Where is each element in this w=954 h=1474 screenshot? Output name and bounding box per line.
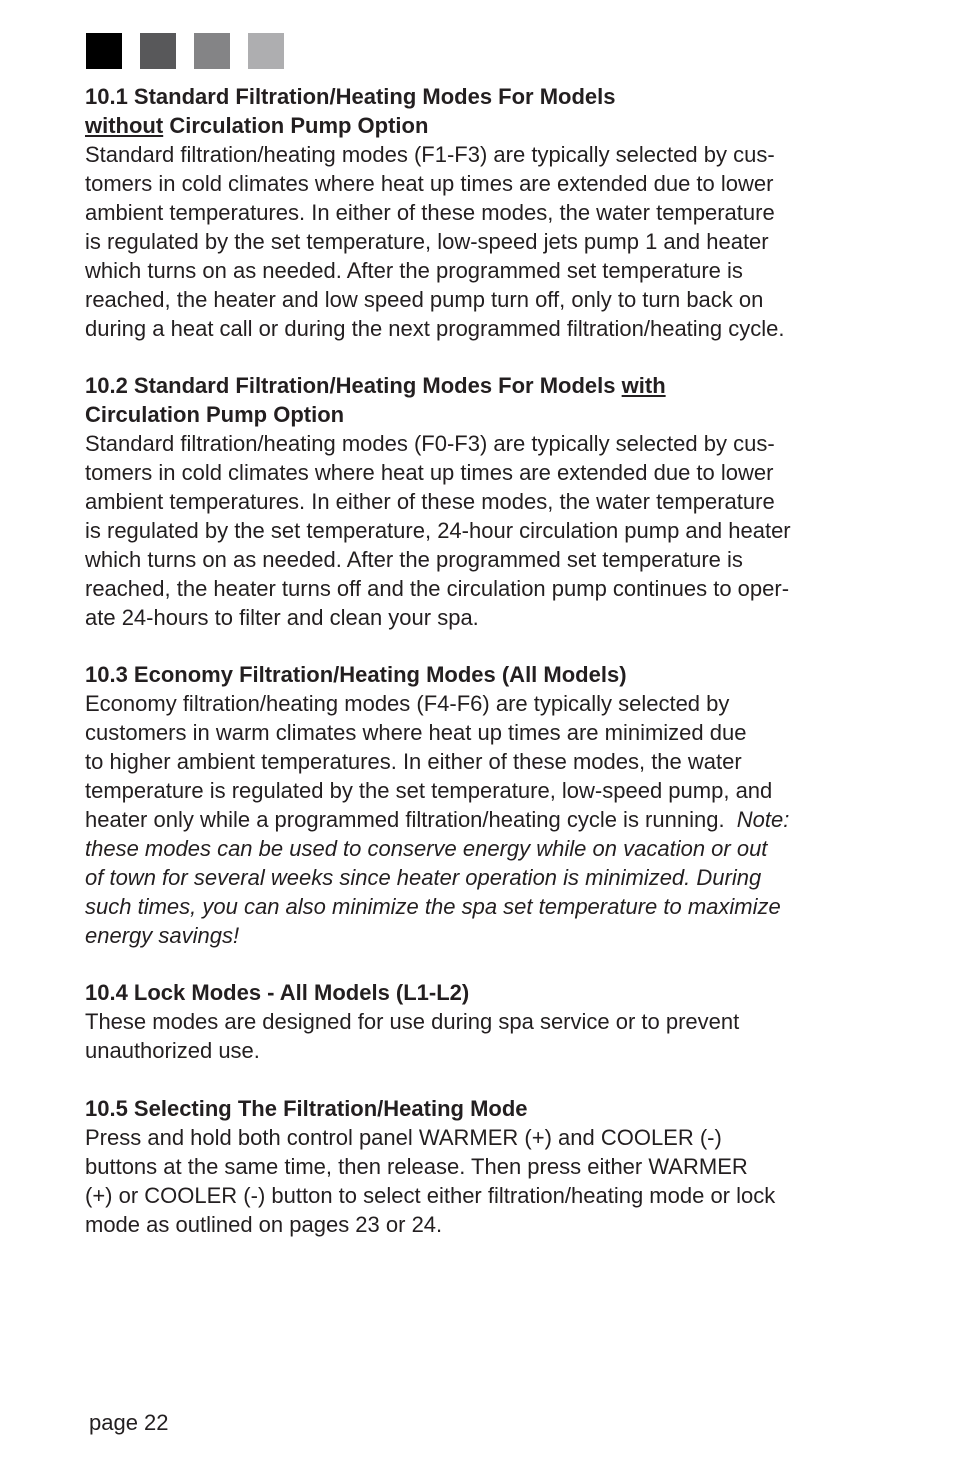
section-10-1 [85,82,885,343]
section-10-3 [85,660,885,950]
section-10-4 [85,978,885,1065]
paragraph-line: tomers in cold climates where heat up times are extended due to lower [85,460,774,485]
paragraph-line: mode as outlined on pages 23 or 24. [85,1212,443,1237]
heading-underlined-with: with [621,373,666,398]
paragraph-line: Economy filtration/heating modes (F4-F6) are typically selected by [85,691,730,716]
paragraph-line: which turns on as needed. After the programmed set temperature is [85,258,743,283]
paragraph-line: Standard filtration/heating modes (F1-F3) are typically selected by cus- [85,142,775,167]
light-gray-square [248,33,284,69]
section-10-5 [85,1094,885,1239]
black-square [86,33,122,69]
section-10-2-heading-line2: Circulation Pump Option [85,402,345,427]
paragraph-line: reached, the heater and low speed pump turn off, only to turn back on [85,287,764,312]
note-line: such times, you can also minimize the spa set temperature to maximize [85,894,781,919]
section-10-2 [85,371,885,632]
paragraph-line: tomers in cold climates where heat up times are extended due to lower [85,171,774,196]
paragraph-line: buttons at the same time, then release. Then press either WARMER [85,1154,748,1179]
note-line: energy savings! [85,923,240,948]
paragraph-line: Standard filtration/heating modes (F0-F3) are typically selected by cus- [85,431,775,456]
paragraph-line-with-note [85,805,885,834]
paragraph-line: which turns on as needed. After the programmed set temperature is [85,547,743,572]
paragraph-line: temperature is regulated by the set temperature, low-speed pump, and [85,778,773,803]
paragraph-line: (+) or COOLER (-) button to select either filtration/heating mode or lock [85,1183,776,1208]
note-label: Note: [736,807,790,832]
heading-underlined-without: without [85,113,164,138]
dark-gray-square [140,33,176,69]
heading-line2-rest: Circulation Pump Option [163,113,429,138]
section-10-2-heading-line1 [85,371,885,400]
section-10-1-heading-line1: 10.1 Standard Filtration/Heating Modes For Models [85,84,616,109]
paragraph-line: ambient temperatures. In either of these modes, the water temperature [85,200,775,225]
paragraph-line: during a heat call or during the next programmed filtration/heating cycle. [85,316,785,341]
paragraph-line: These modes are designed for use during spa service or to prevent [85,1009,740,1034]
paragraph-line: ate 24-hours to filter and clean your spa. [85,605,479,630]
note-line: of town for several weeks since heater operation is minimized. During [85,865,762,890]
heading-line1-prefix: 10.2 Standard Filtration/Heating Modes For Models [85,373,622,398]
section-10-5-heading: 10.5 Selecting The Filtration/Heating Mode [85,1096,528,1121]
note-line: these modes can be used to conserve energy while on vacation or out [85,836,768,861]
page-number: page 22 [89,1410,169,1435]
paragraph-line: Press and hold both control panel WARMER (+) and COOLER (-) [85,1125,722,1150]
paragraph-line: unauthorized use. [85,1038,260,1063]
paragraph-text: heater only while a programmed filtration/heating cycle is running. [85,807,737,832]
section-10-3-heading: 10.3 Economy Filtration/Heating Modes (All Models) [85,662,627,687]
paragraph-line: is regulated by the set temperature, low-speed jets pump 1 and heater [85,229,769,254]
paragraph-line: is regulated by the set temperature, 24-hour circulation pump and heater [85,518,791,543]
mid-gray-square [194,33,230,69]
paragraph-line: to higher ambient temperatures. In either of these modes, the water [85,749,742,774]
paragraph-line: ambient temperatures. In either of these modes, the water temperature [85,489,775,514]
section-10-1-heading-line2 [85,111,885,140]
section-10-4-heading: 10.4 Lock Modes - All Models (L1-L2) [85,980,470,1005]
paragraph-line: reached, the heater turns off and the circulation pump continues to oper- [85,576,790,601]
paragraph-line: customers in warm climates where heat up times are minimized due [85,720,747,745]
